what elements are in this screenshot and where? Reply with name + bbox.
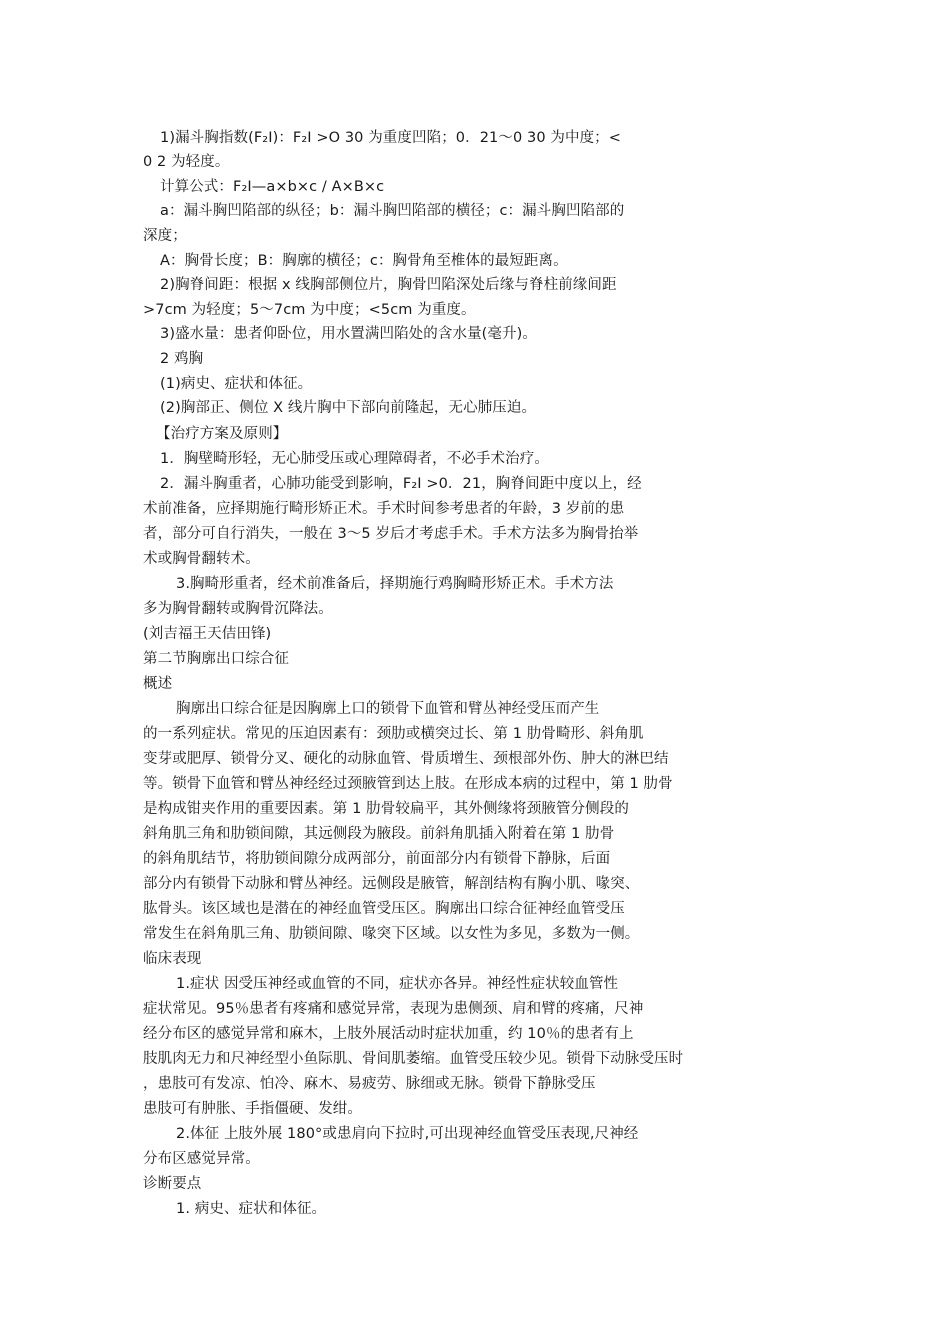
text-line: a：漏斗胸凹陷部的纵径；b：漏斗胸凹陷部的横径；c：漏斗胸凹陷部的	[160, 203, 625, 219]
text-line: 等。锁骨下血管和臂丛神经经过颈腋管到达上肢。在形成本病的过程中，第 1 肋骨	[143, 776, 673, 792]
text-line: 肢肌肉无力和尺神经型小鱼际肌、骨间肌萎缩。血管受压较少见。锁骨下动脉受压时	[143, 1051, 684, 1067]
text-line: 1．胸壁畸形轻，无心肺受压或心理障碍者，不必手术治疗。	[160, 451, 549, 467]
section-heading: 诊断要点	[143, 1176, 202, 1192]
text-line: 1. 病史、症状和体征。	[176, 1201, 327, 1217]
text-line: 胸廓出口综合征是因胸廓上口的锁骨下血管和臂丛神经受压而产生	[176, 701, 600, 717]
text-line: 2．漏斗胸重者，心肺功能受到影响，F₂I >0．21，胸脊间距中度以上，经	[160, 476, 642, 492]
text-line: 1)漏斗胸指数(F₂I)：F₂I >O 30 为重度凹陷；0．21～0 30 为中度；<	[160, 130, 622, 146]
text-line: 分布区感觉异常。	[143, 1151, 260, 1167]
section-heading: 概述	[143, 676, 173, 692]
text-line: 0 2 为轻度。	[143, 154, 230, 170]
text-line: 术或胸骨翻转术。	[143, 551, 260, 567]
text-line: 常发生在斜角肌三角、肋锁间隙、喙突下区域。以女性为多见，多数为一侧。	[143, 926, 640, 942]
text-line: 者，部分可自行消失，一般在 3～5 岁后才考虑手术。手术方法多为胸骨抬举	[143, 526, 639, 542]
text-line: (2)胸部正、侧位 X 线片胸中下部向前隆起，无心肺压迫。	[160, 400, 537, 416]
text-line: 计算公式：F₂I—a×b×c / A×B×c	[160, 179, 385, 195]
authors-line: (刘吉福王天佶田锋)	[143, 626, 272, 642]
text-line: 多为胸骨翻转或胸骨沉降法。	[143, 601, 333, 617]
text-line: 经分布区的感觉异常和麻木，上肢外展活动时症状加重，约 10％的患者有上	[143, 1026, 634, 1042]
text-line: A：胸骨长度；B：胸廓的横径；c：胸骨角至椎体的最短距离。	[160, 253, 568, 269]
section-heading: 第二节胸廓出口综合征	[143, 651, 289, 667]
text-line: ，患肢可有发凉、怕冷、麻木、易疲劳、脉细或无脉。锁骨下静脉受压	[143, 1076, 596, 1092]
text-line: 3.胸畸形重者，经术前准备后，择期施行鸡胸畸形矫正术。手术方法	[176, 576, 614, 592]
text-line: 1.症状 因受压神经或血管的不同，症状亦各异。神经性症状较血管性	[176, 976, 619, 992]
section-heading: 2 鸡胸	[160, 351, 204, 367]
section-heading: 【治疗方案及原则】	[156, 426, 288, 442]
text-line: 是构成钳夹作用的重要因素。第 1 肋骨较扁平，其外侧缘将颈腋管分侧段的	[143, 801, 629, 817]
text-line: 深度；	[143, 228, 187, 244]
text-line: >7cm 为轻度；5～7cm 为中度；<5cm 为重度。	[143, 302, 476, 318]
text-line: 部分内有锁骨下动脉和臂丛神经。远侧段是腋管，解剖结构有胸小肌、喙突、	[143, 876, 640, 892]
text-line: 2)胸脊间距：根据 x 线胸部侧位片，胸骨凹陷深处后缘与脊柱前缘间距	[160, 277, 617, 293]
text-line: 症状常见。95％患者有疼痛和感觉异常，表现为患侧颈、肩和臂的疼痛，尺神	[143, 1001, 644, 1017]
text-line: 患肢可有肿胀、手指僵硬、发绀。	[143, 1101, 362, 1117]
text-line: 斜角肌三角和肋锁间隙，其远侧段为腋段。前斜角肌插入附着在第 1 肋骨	[143, 826, 615, 842]
section-heading: 临床表现	[143, 951, 202, 967]
text-line: 3)盛水量：患者仰卧位，用水置满凹陷处的含水量(毫升)。	[160, 326, 537, 342]
text-line: 的一系列症状。常见的压迫因素有：颈肋或横突过长、第 1 肋骨畸形、斜角肌	[143, 726, 644, 742]
text-line: 肱骨头。该区域也是潜在的神经血管受压区。胸廓出口综合征神经血管受压	[143, 901, 625, 917]
text-line: (1)病史、症状和体征。	[160, 376, 313, 392]
text-line: 2.体征 上肢外展 180°或患肩向下拉时,可出现神经血管受压表现,尺神经	[176, 1126, 639, 1142]
text-line: 的斜角肌结节，将肋锁间隙分成两部分，前面部分内有锁骨下静脉，后面	[143, 851, 611, 867]
text-line: 术前准备，应择期施行畸形矫正术。手术时间参考患者的年龄，3 岁前的患	[143, 501, 625, 517]
text-line: 变芽或肥厚、锁骨分叉、硬化的动脉血管、骨质增生、颈根部外伤、肿大的淋巴结	[143, 751, 669, 767]
